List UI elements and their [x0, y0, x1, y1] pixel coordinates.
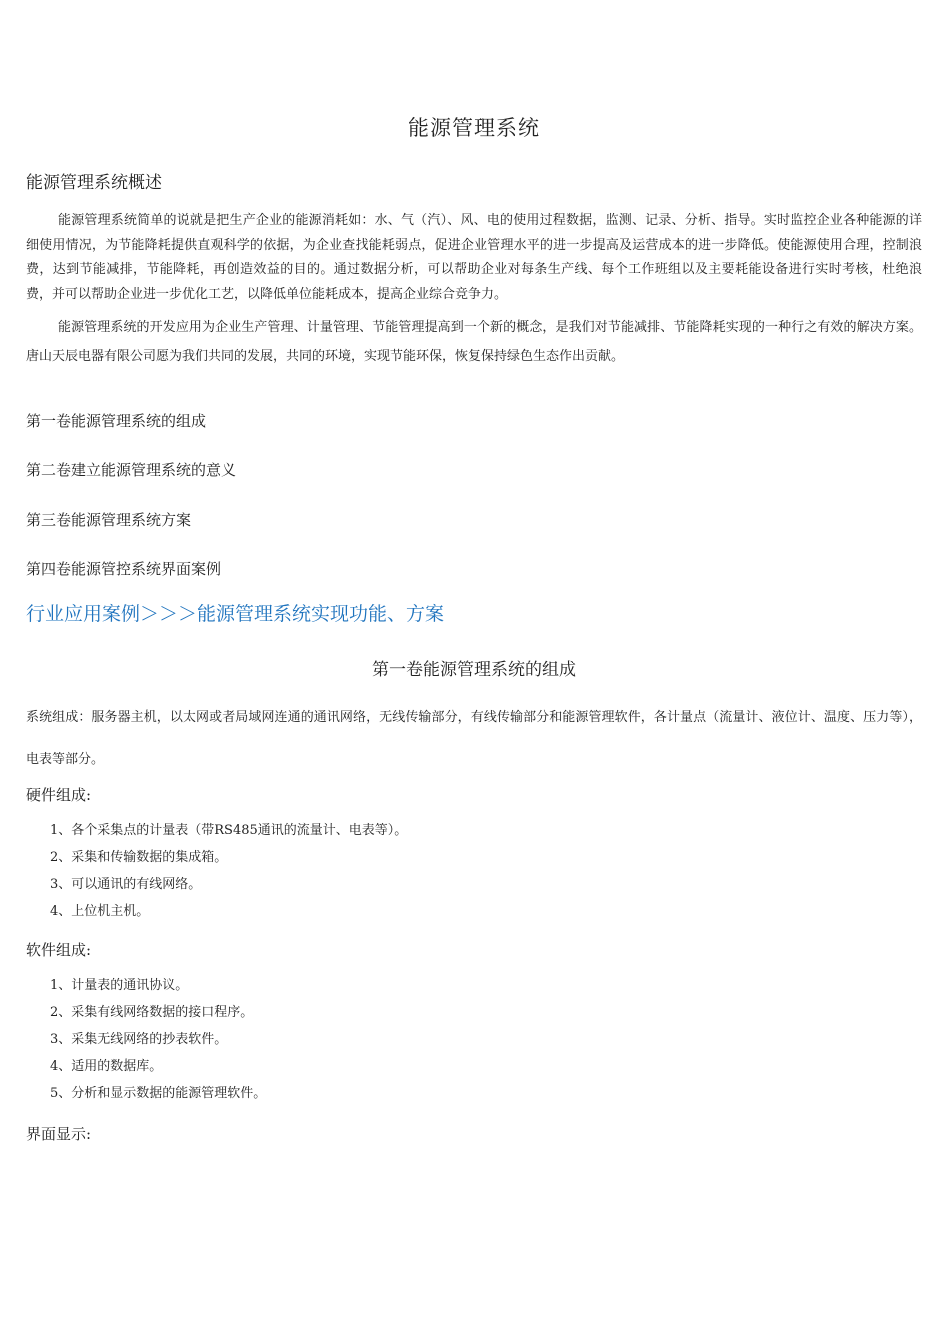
- overview-paragraph-2: 能源管理系统的开发应用为企业生产管理、计量管理、节能管理提高到一个新的概念，是我们对节能减排、节能降耗实现的一种行之有效的解决方案。唐山天辰电器有限公司愿为我们共同的发展，共同的环境，实现节能环保，恢复保持绿色生态作出贡献。: [26, 320, 922, 364]
- list-item: 2、采集和传输数据的集成箱。: [50, 850, 228, 865]
- document-title: 能源管理系统: [408, 116, 540, 140]
- list-item: 3、采集无线网络的抄表软件。: [50, 1032, 228, 1047]
- hardware-list: [50, 817, 407, 925]
- list-item: 4、上位机主机。: [50, 904, 150, 919]
- list-item: 2、采集有线网络数据的接口程序。: [50, 1005, 254, 1020]
- list-item: 3、可以通讯的有线网络。: [50, 877, 202, 892]
- hardware-heading: 硬件组成:: [26, 786, 92, 804]
- overview-heading: 能源管理系统概述: [26, 173, 162, 193]
- volume-item-2: 第二卷建立能源管理系统的意义: [26, 461, 237, 479]
- software-list: [50, 972, 266, 1107]
- overview-paragraph-1: 能源管理系统简单的说就是把生产企业的能源消耗如：水、气（汽）、风、电的使用过程数据，监测、记录、分析、指导。实时监控企业各种能源的详细使用情况，为节能降耗提供直观科学的依据，为企业查找能耗弱点，促进企业管理水平的进一步提高及运营成本的进一步降低。使能源使用合理，控制浪费，达到节能减排，节能降耗，再创造效益的目的。通过数据分析，可以帮助企业对每条生产线、每个工作班组以及主要耗能设备进行实时考核，杜绝浪费，并可以帮助企业进一步优化工艺，以降低单位能耗成本，提高企业综合竞争力。: [26, 213, 922, 302]
- software-heading: 软件组成:: [26, 941, 92, 959]
- volume-item-1: 第一卷能源管理系统的组成: [26, 412, 207, 430]
- industry-case-link[interactable]: 行业应用案例＞＞＞能源管理系统实现功能、方案: [26, 603, 445, 625]
- volume-item-3: 第三卷能源管理系统方案: [26, 511, 192, 529]
- list-item: 1、计量表的通讯协议。: [50, 978, 189, 993]
- list-item: 4、适用的数据库。: [50, 1059, 163, 1074]
- section-title: 第一卷能源管理系统的组成: [372, 660, 576, 680]
- list-item: 5、分析和显示数据的能源管理软件。: [50, 1086, 267, 1101]
- volume-item-4: 第四卷能源管控系统界面案例: [26, 560, 222, 578]
- list-item: 1、各个采集点的计量表（带RS485通讯的流量计、电表等）。: [50, 823, 408, 838]
- system-composition-text: 系统组成：服务器主机，以太网或者局域网连通的通讯网络，无线传输部分，有线传输部分和能源管理软件，各计量点（流量计、液位计、温度、压力等），电表等部分。: [26, 710, 922, 767]
- interface-heading: 界面显示:: [26, 1125, 92, 1143]
